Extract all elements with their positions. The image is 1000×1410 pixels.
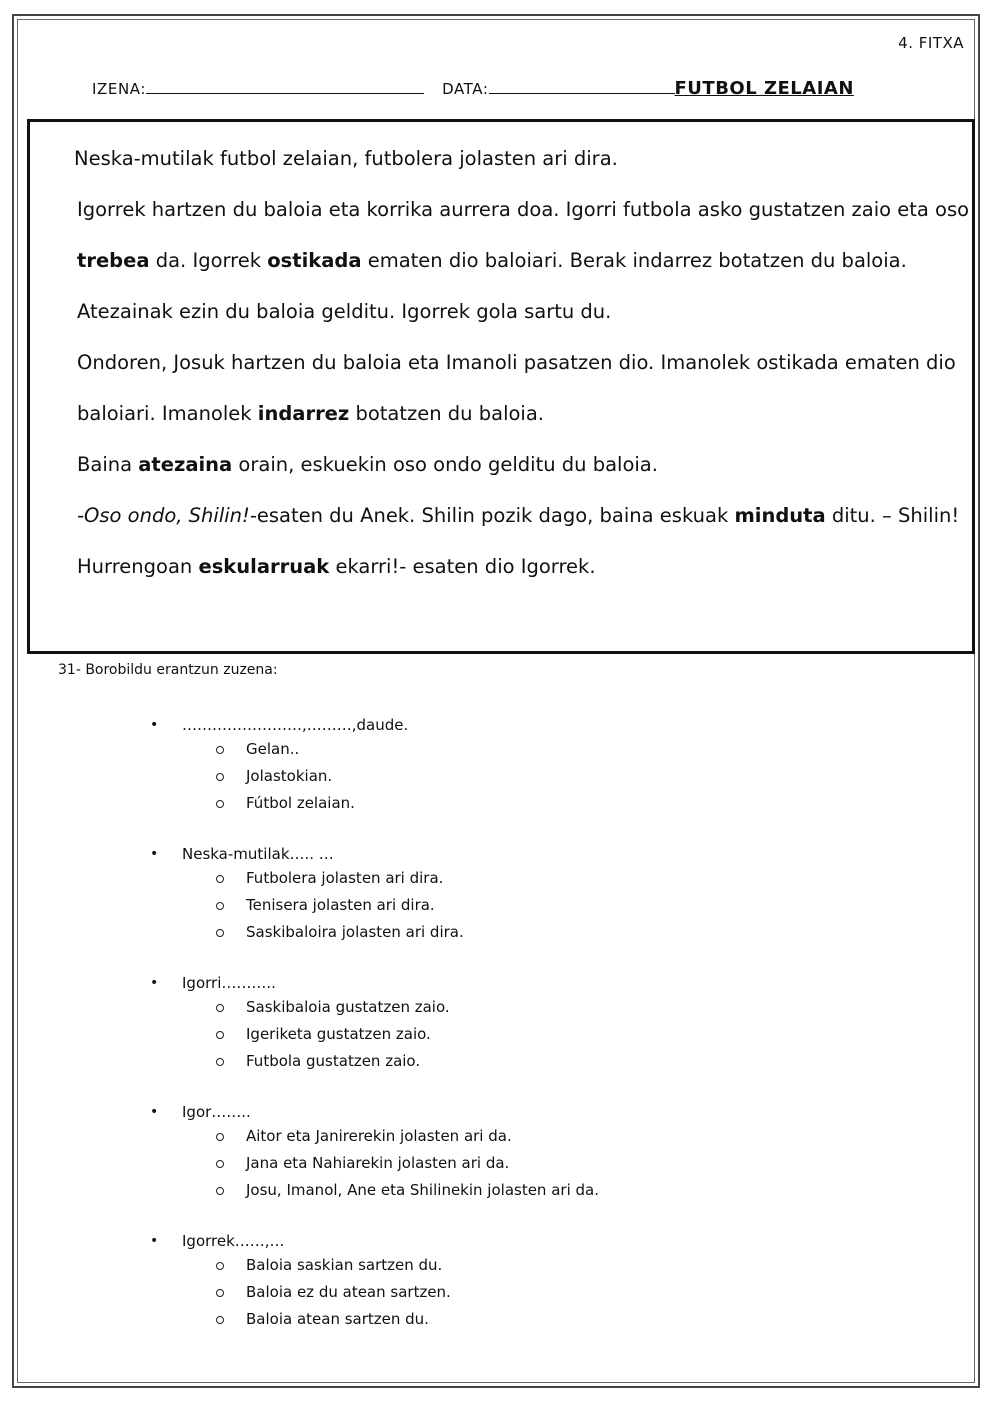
answer-options (150, 865, 850, 946)
circle-bullet-icon (216, 1289, 224, 1297)
question-item (150, 714, 850, 817)
reading-paragraph (74, 133, 972, 184)
question-item (150, 1101, 850, 1204)
question-stem-text: Neska-mutilak….. … (182, 845, 334, 863)
answer-option-text: Jana eta Nahiarekin jolasten ari da. (246, 1154, 510, 1172)
answer-option-text: Gelan.. (246, 740, 300, 758)
date-field[interactable] (489, 78, 675, 94)
circle-bullet-icon (216, 902, 224, 910)
reading-paragraph (77, 490, 972, 592)
answer-option[interactable] (150, 1048, 850, 1075)
date-label: DATA: (442, 80, 489, 98)
reading-text-segment: da. Igorrek (149, 249, 268, 272)
answer-option-text: Futbolera jolasten ari dira. (246, 869, 444, 887)
bullet-icon: • (150, 717, 159, 733)
question-stem (150, 1230, 850, 1252)
circle-bullet-icon (216, 773, 224, 781)
circle-bullet-icon (216, 1133, 224, 1141)
circle-bullet-icon (216, 1031, 224, 1039)
question-stem-text: Igorri……….. (182, 974, 276, 992)
answer-option[interactable] (150, 1150, 850, 1177)
bullet-icon: • (150, 975, 159, 991)
question-stem-text: Igor…….. (182, 1103, 251, 1121)
answer-option[interactable] (150, 790, 850, 817)
bold-keyword: eskularruak (198, 555, 330, 578)
circle-bullet-icon (216, 1187, 224, 1195)
reading-paragraph (77, 439, 972, 490)
answer-option[interactable] (150, 994, 850, 1021)
reading-passage (74, 133, 972, 592)
sheet-number: 4. FITXA (898, 34, 964, 52)
question-stem (150, 972, 850, 994)
answer-option-text: Jolastokian. (246, 767, 333, 785)
answer-option-text: Baloia saskian sartzen du. (246, 1256, 443, 1274)
question-item (150, 1230, 850, 1333)
answer-option-text: Baloia atean sartzen du. (246, 1310, 429, 1328)
reading-text-segment: ematen dio baloiari. Berak indarrez botatzen du baloia. Atezainak ezin du baloia gelditu. Igorrek gola sartu du. (77, 249, 907, 323)
answer-option-text: Saskibaloira jolasten ari dira. (246, 923, 464, 941)
circle-bullet-icon (216, 1262, 224, 1270)
circle-bullet-icon (216, 929, 224, 937)
question-stem-text: Igorrek……,… (182, 1232, 285, 1250)
reading-paragraph (77, 337, 972, 439)
reading-text-segment: Ondoren, Josuk hartzen du baloia eta Imanoli pasatzen dio. Imanolek ostikada ematen dio baloiari. Imanolek (77, 351, 956, 425)
answer-option-text: Igeriketa gustatzen zaio. (246, 1025, 431, 1043)
reading-paragraph (77, 184, 972, 337)
circle-bullet-icon (216, 800, 224, 808)
reading-text-segment: -Oso ondo, Shilin!- (77, 504, 257, 527)
bold-keyword: trebea (77, 249, 150, 272)
circle-bullet-icon (216, 746, 224, 754)
answer-option[interactable] (150, 736, 850, 763)
answer-option[interactable] (150, 1177, 850, 1204)
answer-option-text: Fútbol zelaian. (246, 794, 355, 812)
reading-text-segment: ekarri!- esaten dio Igorrek. (329, 555, 596, 578)
answer-option[interactable] (150, 1021, 850, 1048)
answer-options (150, 1252, 850, 1333)
answer-option[interactable] (150, 1306, 850, 1333)
circle-bullet-icon (216, 1004, 224, 1012)
question-stem-text: ……………………,………,daude. (182, 716, 409, 734)
reading-text-segment: ditu. – Shilin! Hurrengoan (77, 504, 960, 578)
question-stem (150, 1101, 850, 1123)
question-item (150, 843, 850, 946)
answer-option[interactable] (150, 1123, 850, 1150)
name-field[interactable] (146, 78, 424, 94)
answer-options (150, 736, 850, 817)
answer-option-text: Baloia ez du atean sartzen. (246, 1283, 451, 1301)
question-stem (150, 714, 850, 736)
answer-option-text: Tenisera jolasten ari dira. (246, 896, 435, 914)
answer-option[interactable] (150, 1279, 850, 1306)
bullet-icon: • (150, 846, 159, 862)
circle-bullet-icon (216, 875, 224, 883)
reading-text-segment: botatzen du baloia. (349, 402, 544, 425)
reading-text-segment: Igorrek hartzen du baloia eta korrika aurrera doa. Igorri futbola asko gustatzen zaio eta oso (77, 198, 970, 221)
worksheet-title: FUTBOL ZELAIAN (674, 78, 854, 99)
bullet-icon: • (150, 1104, 159, 1120)
circle-bullet-icon (216, 1160, 224, 1168)
reading-text-segment: Baina (77, 453, 139, 476)
answer-options (150, 994, 850, 1075)
reading-text-segment: Neska-mutilak futbol zelaian, futbolera jolasten ari dira. (74, 147, 618, 170)
answer-option[interactable] (150, 1252, 850, 1279)
answer-option-text: Futbola gustatzen zaio. (246, 1052, 421, 1070)
circle-bullet-icon (216, 1316, 224, 1324)
answer-option-text: Saskibaloia gustatzen zaio. (246, 998, 450, 1016)
answer-option-text: Aitor eta Janirerekin jolasten ari da. (246, 1127, 512, 1145)
bold-keyword: minduta (734, 504, 826, 527)
answer-option[interactable] (150, 919, 850, 946)
reading-passage-box (27, 119, 975, 654)
bold-keyword: atezaina (138, 453, 233, 476)
worksheet-header (92, 78, 854, 99)
task-instruction: 31- Borobildu erantzun zuzena: (58, 662, 278, 678)
answer-option-text: Josu, Imanol, Ane eta Shilinekin jolasten ari da. (246, 1181, 599, 1199)
answer-options (150, 1123, 850, 1204)
name-label: IZENA: (92, 80, 147, 98)
question-stem (150, 843, 850, 865)
reading-text-segment: orain, eskuekin oso ondo gelditu du baloia. (232, 453, 658, 476)
question-list (150, 714, 850, 1359)
bold-keyword: indarrez (257, 402, 350, 425)
answer-option[interactable] (150, 865, 850, 892)
circle-bullet-icon (216, 1058, 224, 1066)
answer-option[interactable] (150, 763, 850, 790)
bullet-icon: • (150, 1233, 159, 1249)
answer-option[interactable] (150, 892, 850, 919)
question-item (150, 972, 850, 1075)
bold-keyword: ostikada (267, 249, 362, 272)
reading-text-segment: esaten du Anek. Shilin pozik dago, baina eskuak (256, 504, 735, 527)
